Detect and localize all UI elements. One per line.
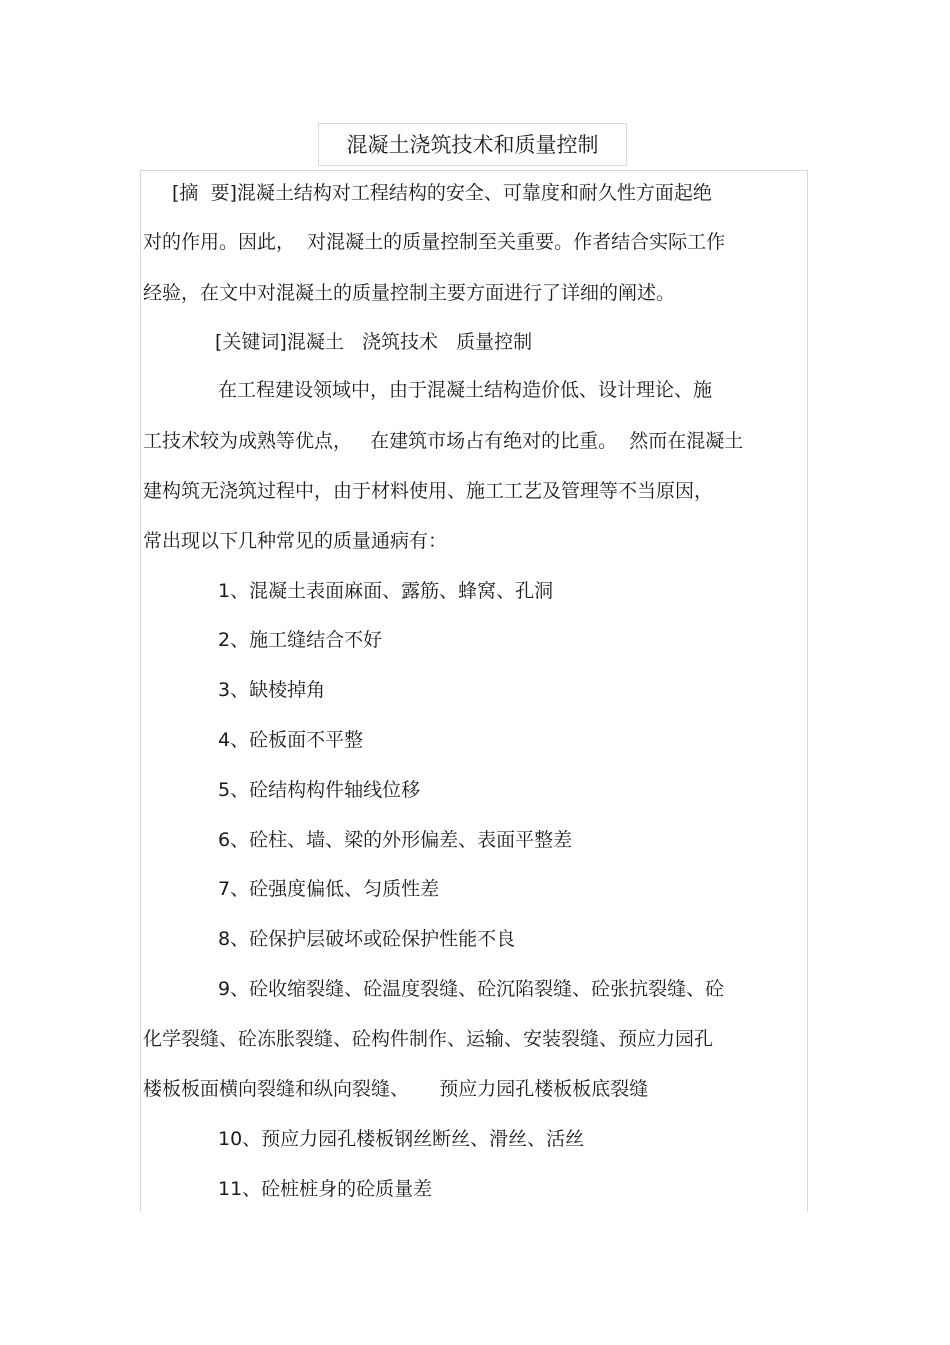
intro-line-1: 在工程建设领域中，由于混凝土结构造价低、设计理论、施 — [218, 379, 713, 401]
frame-right-line — [807, 170, 808, 1212]
abstract-line-3: 经验，在文中对混凝土的质量控制主要方面进行了详细的阐述。 — [143, 282, 676, 304]
list-item-6: 6、砼柱、墙、梁的外形偏差、表面平整差 — [218, 829, 573, 851]
list-item-9-line-3: 楼板板面横向裂缝和纵向裂缝、 预应力园孔楼板板底裂缝 — [143, 1078, 649, 1100]
list-item-2: 2、施工缝结合不好 — [218, 629, 383, 651]
list-item-9-line-1: 9、砼收缩裂缝、砼温度裂缝、砼沉陷裂缝、砼张抗裂缝、砼 — [218, 978, 725, 1000]
list-item-11: 11、砼桩桩身的砼质量差 — [218, 1178, 433, 1200]
intro-line-4: 常出现以下几种常见的质量通病有： — [143, 530, 448, 552]
list-item-1: 1、混凝土表面麻面、露筋、蜂窝、孔洞 — [218, 580, 554, 602]
frame-top-line — [140, 170, 808, 171]
intro-line-3: 建构筑无浇筑过程中，由于材料使用、施工工艺及管理等不当原因， — [143, 480, 714, 502]
list-item-9-line-2: 化学裂缝、砼冻胀裂缝、砼构件制作、运输、安装裂缝、预应力园孔 — [143, 1028, 714, 1050]
list-item-4: 4、砼板面不平整 — [218, 729, 364, 751]
abstract-line-2: 对的作用。因此， 对混凝土的质量控制至关重要。作者结合实际工作 — [143, 231, 726, 253]
list-item-7: 7、砼强度偏低、匀质性差 — [218, 878, 440, 900]
list-item-8: 8、砼保护层破坏或砼保护性能不良 — [218, 928, 516, 950]
intro-line-2: 工技术较为成熟等优点， 在建筑市场占有绝对的比重。 然而在混凝土 — [143, 430, 744, 452]
list-item-5: 5、砼结构构件轴线位移 — [218, 779, 421, 801]
document-title: 混凝土浇筑技术和质量控制 — [318, 123, 627, 166]
list-item-3: 3、缺棱掉角 — [218, 679, 326, 701]
list-item-10: 10、预应力园孔楼板钢丝断丝、滑丝、活丝 — [218, 1128, 585, 1150]
keywords-line: [关键词]混凝土 浇筑技术 质量控制 — [215, 331, 533, 353]
frame-left-line — [140, 170, 141, 1212]
abstract-line-1: [摘 要]混凝土结构对工程结构的安全、可靠度和耐久性方面起绝 — [172, 182, 712, 204]
